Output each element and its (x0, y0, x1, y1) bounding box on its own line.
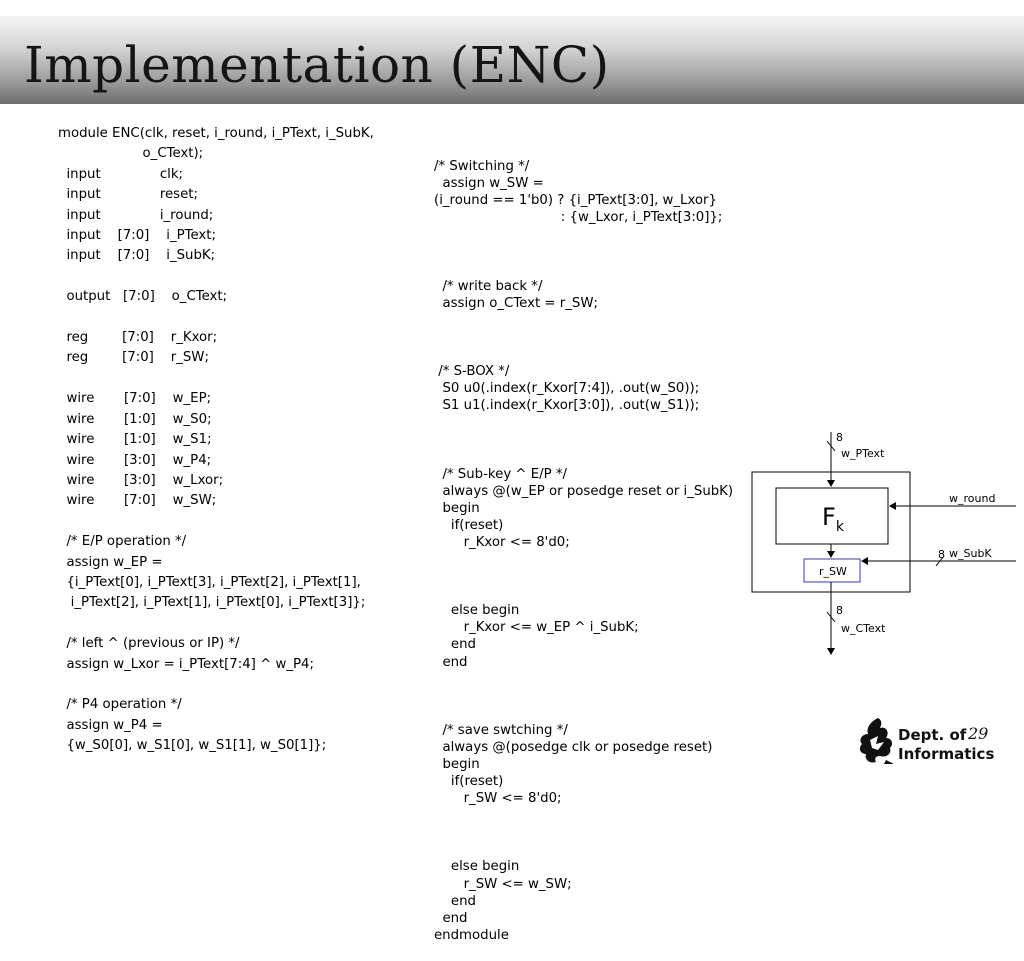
slide-title: Implementation (ENC) (24, 36, 610, 94)
subkey-label: w_SubK (949, 547, 992, 560)
code-block-save-else: else begin r_SW <= w_SW; end end endmodule (434, 859, 572, 943)
fk-label: $F_k$ (822, 503, 844, 535)
code-block-sbox: /* S-BOX */ S0 u0(.index(r_Kxor[7:4]), .out(w_S0)); S1 u1(.index(r_Kxor[3:0]), .out(w_S1)); (438, 364, 700, 414)
code-block-write-back: /* write back */ assign o_CText = r_SW; (442, 278, 598, 311)
code-block-switching: /* Switching */ assign w_SW = (i_round == 1'b0) ? {i_PText[3:0], w_Lxor} : {w_Lxor, i_PText[3:0]}; (434, 159, 723, 226)
output-label: w_CText (841, 622, 886, 635)
input-width-label: 8 (836, 431, 843, 444)
department-name: Dept. of Informatics (898, 726, 995, 763)
code-block-subkey-else: else begin r_Kxor <= w_EP ^ i_SubK; end end (442, 603, 639, 670)
subkey-width-label: 8 (938, 548, 945, 561)
input-label: w_PText (841, 447, 885, 460)
register-label: r_SW (819, 565, 847, 578)
code-listing-left: module ENC(clk, reset, i_round, i_PText, i_SubK, o_CText); input clk; input reset; input i_round; input [7:0] i_PText; input [7:0] i_SubK; output [7:0] o_CText; reg [7:0] r_Kxor; reg [7:0] r_SW; wire [7:0] w_EP; wire [1:0] w_S0; wire [1:0] w_S1; wire [3:0] w_P4; wire [3:0] w_Lxor; wire [7:0] w_SW; /* E/P operation */ assign w_EP = {i_PText[0], i_PText[3], i_PText[2], i_PText[1], i_PText[2], i_PText[1], i_PText[0], i_PText[3]}; /* left ^ (previous or IP) */ assign w_Lxor = i_PText[7:4] ^ w_P4; /* P4 operation */ assign w_P4 = {w_S0[0], w_S1[0], w_S1[1], w_S0[1]}; (58, 126, 374, 754)
page-number: 29 (968, 724, 989, 743)
round-label: w_round (949, 492, 996, 505)
dragon-logo-icon (856, 716, 896, 766)
code-block-subkey: /* Sub-key ^ E/P */ always @(w_EP or posedge reset or i_SubK) begin if(reset) r_Kxor <= 8'd0; (442, 466, 734, 550)
output-width-label: 8 (836, 604, 843, 617)
code-block-save-switching: /* save swtching */ always @(posedge clk or posedge reset) begin if(reset) r_SW <= 8'd0; (442, 722, 713, 807)
